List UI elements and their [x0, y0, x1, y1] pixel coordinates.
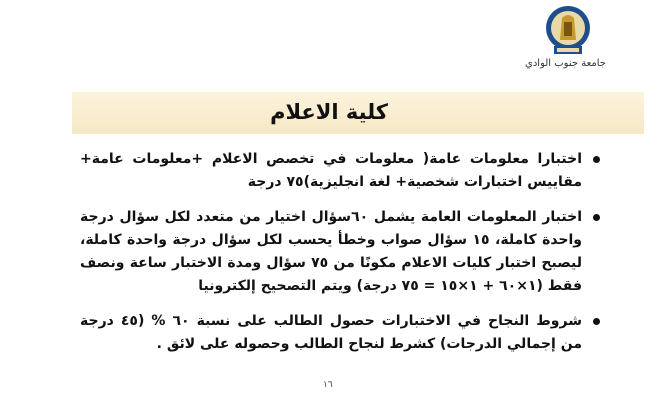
bullet-item — [80, 310, 600, 356]
page-number: ١٦ — [323, 380, 333, 390]
bullet-text: شروط النجاح في الاختبارات حصول الطالب على نسبة ٦٠ % (٤٥ درجة من إجمالي الدرجات) كشرط لنجاح الطالب وحصوله على لائق . — [80, 313, 582, 352]
slide-title: كلية الاعلام — [270, 100, 388, 124]
bullet-icon — [593, 156, 600, 163]
bullet-icon — [593, 318, 600, 325]
bullet-text: اختبار المعلومات العامة يشمل ٦٠سؤال اختيار من متعدد لكل سؤال درجة واحدة كاملة، ١٥ سؤال صواب وخطأ يحسب لكل سؤال درجة واحدة كاملة، ليصبح اختبار كليات الاعلام مكونًا من ٧٥ سؤال ومدة الاختبار ساعة ونصف فقط (١×٦٠ + ١×١٥ = ٧٥ درجة) ويتم التصحيح إلكترونيا — [80, 209, 583, 294]
bullet-icon — [593, 214, 600, 221]
bullet-text: اختبارا معلومات عامة( معلومات في تخصص الاعلام +معلومات عامة+ مقاييس اختبارات شخصية+ لغة انجليزية)٧٥ درجة — [80, 151, 582, 190]
bullet-item — [80, 148, 600, 194]
bullet-item — [80, 206, 600, 298]
university-logo — [538, 4, 598, 56]
university-name: جامعة جنوب الوادي — [525, 58, 606, 69]
bullet-list — [80, 148, 600, 368]
